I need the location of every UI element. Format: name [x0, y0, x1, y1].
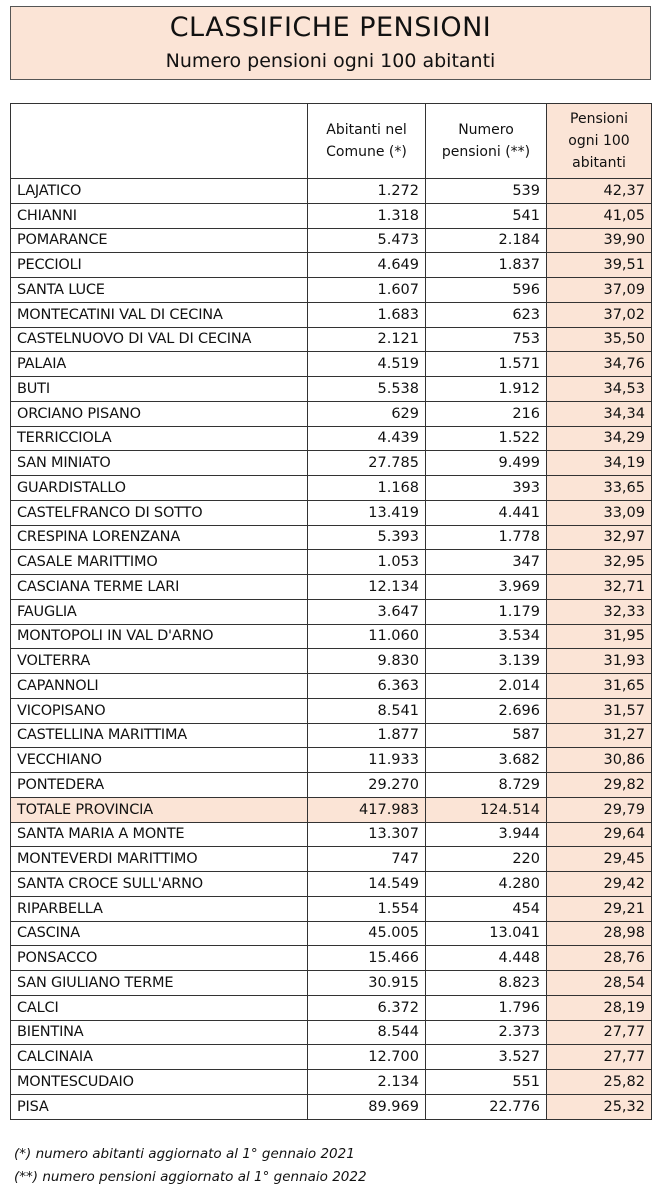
inhabitants-cell: 6.363 — [308, 674, 426, 699]
municipality-cell: CAPANNOLI — [11, 674, 308, 699]
table-row — [11, 1020, 652, 1045]
pensions-cell: 1.522 — [426, 426, 547, 451]
municipality-cell: SANTA LUCE — [11, 278, 308, 303]
pensions-cell: 587 — [426, 723, 547, 748]
table-row — [11, 624, 652, 649]
pensions-per-100-cell: 35,50 — [547, 327, 652, 352]
table-row — [11, 179, 652, 204]
municipality-cell: SANTA MARIA A MONTE — [11, 822, 308, 847]
table-row — [11, 698, 652, 723]
table-row — [11, 822, 652, 847]
inhabitants-cell: 27.785 — [308, 451, 426, 476]
pensions-per-100-cell: 39,51 — [547, 253, 652, 278]
title-banner — [10, 6, 651, 80]
ranking-table — [10, 103, 652, 1120]
pensions-cell: 4.441 — [426, 500, 547, 525]
municipality-cell: CALCINAIA — [11, 1045, 308, 1070]
table-row — [11, 995, 652, 1020]
municipality-cell: ORCIANO PISANO — [11, 401, 308, 426]
inhabitants-cell: 8.541 — [308, 698, 426, 723]
pensions-cell: 2.373 — [426, 1020, 547, 1045]
table-row — [11, 253, 652, 278]
municipality-cell: FAUGLIA — [11, 599, 308, 624]
inhabitants-cell: 1.272 — [308, 179, 426, 204]
pensions-per-100-cell: 31,95 — [547, 624, 652, 649]
inhabitants-cell: 1.877 — [308, 723, 426, 748]
inhabitants-cell: 5.538 — [308, 377, 426, 402]
table-row — [11, 674, 652, 699]
inhabitants-cell: 4.519 — [308, 352, 426, 377]
pensions-cell: 3.527 — [426, 1045, 547, 1070]
inhabitants-cell: 13.419 — [308, 500, 426, 525]
municipality-cell: CASTELFRANCO DI SOTTO — [11, 500, 308, 525]
pensions-per-100-cell: 29,64 — [547, 822, 652, 847]
municipality-cell: CASCINA — [11, 921, 308, 946]
pensions-per-100-cell: 29,82 — [547, 773, 652, 798]
inhabitants-cell: 417.983 — [308, 797, 426, 822]
pensions-cell: 454 — [426, 896, 547, 921]
table-row — [11, 921, 652, 946]
pensions-cell: 124.514 — [426, 797, 547, 822]
pensions-per-100-cell: 31,27 — [547, 723, 652, 748]
inhabitants-cell: 2.121 — [308, 327, 426, 352]
pensions-cell: 13.041 — [426, 921, 547, 946]
page-title: CLASSIFICHE PENSIONI — [169, 12, 492, 43]
pensions-per-100-cell: 29,45 — [547, 847, 652, 872]
inhabitants-cell: 12.134 — [308, 575, 426, 600]
table-row — [11, 971, 652, 996]
column-header-municipality — [11, 104, 308, 179]
pensions-per-100-cell: 31,93 — [547, 649, 652, 674]
table-row — [11, 599, 652, 624]
pensions-per-100-cell: 29,42 — [547, 872, 652, 897]
table-row — [11, 426, 652, 451]
table-header — [11, 104, 652, 179]
pensions-per-100-cell: 34,34 — [547, 401, 652, 426]
table-row — [11, 203, 652, 228]
inhabitants-cell: 4.439 — [308, 426, 426, 451]
table-row — [11, 451, 652, 476]
inhabitants-cell: 29.270 — [308, 773, 426, 798]
pensions-per-100-cell: 32,33 — [547, 599, 652, 624]
inhabitants-cell: 11.933 — [308, 748, 426, 773]
municipality-cell: CALCI — [11, 995, 308, 1020]
table-row — [11, 649, 652, 674]
pensions-per-100-cell: 28,98 — [547, 921, 652, 946]
municipality-cell: TOTALE PROVINCIA — [11, 797, 308, 822]
table-row — [11, 946, 652, 971]
pensions-per-100-cell: 27,77 — [547, 1045, 652, 1070]
municipality-cell: PECCIOLI — [11, 253, 308, 278]
pensions-per-100-cell: 25,82 — [547, 1070, 652, 1095]
pensions-cell: 1.179 — [426, 599, 547, 624]
pensions-per-100-cell: 27,77 — [547, 1020, 652, 1045]
pensions-per-100-cell: 31,57 — [547, 698, 652, 723]
pensions-cell: 22.776 — [426, 1094, 547, 1119]
municipality-cell: RIPARBELLA — [11, 896, 308, 921]
pensions-per-100-cell: 34,76 — [547, 352, 652, 377]
municipality-cell: BIENTINA — [11, 1020, 308, 1045]
municipality-cell: VECCHIANO — [11, 748, 308, 773]
inhabitants-cell: 4.649 — [308, 253, 426, 278]
pensions-per-100-cell: 33,09 — [547, 500, 652, 525]
footnote-inhabitants: (*) numero abitanti aggiornato al 1° gennaio 2021 — [14, 1146, 355, 1162]
pensions-cell: 596 — [426, 278, 547, 303]
inhabitants-cell: 629 — [308, 401, 426, 426]
municipality-cell: TERRICCIOLA — [11, 426, 308, 451]
pensions-cell: 4.280 — [426, 872, 547, 897]
table-row — [11, 228, 652, 253]
header-row — [11, 104, 652, 179]
pensions-cell: 3.139 — [426, 649, 547, 674]
table-row — [11, 401, 652, 426]
pensions-cell: 1.571 — [426, 352, 547, 377]
pensions-cell: 623 — [426, 302, 547, 327]
pensions-per-100-cell: 37,02 — [547, 302, 652, 327]
inhabitants-cell: 9.830 — [308, 649, 426, 674]
inhabitants-cell: 1.554 — [308, 896, 426, 921]
column-header-pensions: Numero pensioni (**) — [426, 104, 547, 179]
pensions-cell: 8.729 — [426, 773, 547, 798]
inhabitants-cell: 747 — [308, 847, 426, 872]
inhabitants-cell: 12.700 — [308, 1045, 426, 1070]
table-row — [11, 896, 652, 921]
pensions-cell: 9.499 — [426, 451, 547, 476]
pensions-cell: 8.823 — [426, 971, 547, 996]
pensions-cell: 753 — [426, 327, 547, 352]
table-row — [11, 377, 652, 402]
municipality-cell: GUARDISTALLO — [11, 476, 308, 501]
pensions-cell: 551 — [426, 1070, 547, 1095]
pensions-per-100-cell: 25,32 — [547, 1094, 652, 1119]
municipality-cell: PALAIA — [11, 352, 308, 377]
pensions-per-100-cell: 34,19 — [547, 451, 652, 476]
pensions-cell: 539 — [426, 179, 547, 204]
pensions-per-100-cell: 28,54 — [547, 971, 652, 996]
pensions-per-100-cell: 34,29 — [547, 426, 652, 451]
table-row — [11, 872, 652, 897]
inhabitants-cell: 5.473 — [308, 228, 426, 253]
pensions-cell: 2.014 — [426, 674, 547, 699]
pensions-per-100-cell: 29,21 — [547, 896, 652, 921]
inhabitants-cell: 15.466 — [308, 946, 426, 971]
pensions-per-100-cell: 32,95 — [547, 550, 652, 575]
pensions-per-100-cell: 34,53 — [547, 377, 652, 402]
municipality-cell: LAJATICO — [11, 179, 308, 204]
column-header-pensions-per-100: Pensioni ogni 100 abitanti — [547, 104, 652, 179]
table-row — [11, 550, 652, 575]
page-subtitle: Numero pensioni ogni 100 abitanti — [165, 50, 496, 72]
table-row — [11, 500, 652, 525]
pensions-per-100-cell: 37,09 — [547, 278, 652, 303]
pensions-cell: 2.696 — [426, 698, 547, 723]
footnote-pensions: (**) numero pensioni aggiornato al 1° gennaio 2022 — [14, 1169, 367, 1185]
inhabitants-cell: 45.005 — [308, 921, 426, 946]
pensions-per-100-cell: 30,86 — [547, 748, 652, 773]
inhabitants-cell: 30.915 — [308, 971, 426, 996]
pensions-cell: 3.534 — [426, 624, 547, 649]
pensions-cell: 1.912 — [426, 377, 547, 402]
pensions-per-100-cell: 29,79 — [547, 797, 652, 822]
municipality-cell: MONTECATINI VAL DI CECINA — [11, 302, 308, 327]
municipality-cell: MONTESCUDAIO — [11, 1070, 308, 1095]
municipality-cell: SAN MINIATO — [11, 451, 308, 476]
pensions-cell: 541 — [426, 203, 547, 228]
municipality-cell: PONSACCO — [11, 946, 308, 971]
pensions-cell: 1.796 — [426, 995, 547, 1020]
table-row — [11, 302, 652, 327]
pensions-per-100-cell: 32,97 — [547, 525, 652, 550]
inhabitants-cell: 8.544 — [308, 1020, 426, 1045]
table-row — [11, 327, 652, 352]
municipality-cell: PONTEDERA — [11, 773, 308, 798]
table-row — [11, 352, 652, 377]
inhabitants-cell: 3.647 — [308, 599, 426, 624]
municipality-cell: SANTA CROCE SULL'ARNO — [11, 872, 308, 897]
pensions-cell: 4.448 — [426, 946, 547, 971]
municipality-cell: PISA — [11, 1094, 308, 1119]
municipality-cell: SAN GIULIANO TERME — [11, 971, 308, 996]
inhabitants-cell: 1.318 — [308, 203, 426, 228]
table-row — [11, 1094, 652, 1119]
inhabitants-cell: 13.307 — [308, 822, 426, 847]
inhabitants-cell: 1.053 — [308, 550, 426, 575]
municipality-cell: VICOPISANO — [11, 698, 308, 723]
pensions-cell: 347 — [426, 550, 547, 575]
column-header-inhabitants: Abitanti nel Comune (*) — [308, 104, 426, 179]
inhabitants-cell: 2.134 — [308, 1070, 426, 1095]
table-row — [11, 773, 652, 798]
municipality-cell: CRESPINA LORENZANA — [11, 525, 308, 550]
pensions-per-100-cell: 42,37 — [547, 179, 652, 204]
pensions-cell: 3.969 — [426, 575, 547, 600]
municipality-cell: CASCIANA TERME LARI — [11, 575, 308, 600]
footnotes — [14, 1143, 367, 1189]
table-row — [11, 1045, 652, 1070]
municipality-cell: VOLTERRA — [11, 649, 308, 674]
inhabitants-cell: 11.060 — [308, 624, 426, 649]
table-row — [11, 748, 652, 773]
pensions-per-100-cell: 32,71 — [547, 575, 652, 600]
table-row — [11, 723, 652, 748]
table-row — [11, 847, 652, 872]
municipality-cell: MONTOPOLI IN VAL D'ARNO — [11, 624, 308, 649]
pensions-cell: 216 — [426, 401, 547, 426]
inhabitants-cell: 1.607 — [308, 278, 426, 303]
pensions-per-100-cell: 28,19 — [547, 995, 652, 1020]
pensions-cell: 1.778 — [426, 525, 547, 550]
table-row — [11, 476, 652, 501]
pensions-per-100-cell: 41,05 — [547, 203, 652, 228]
pensions-cell: 3.682 — [426, 748, 547, 773]
table-row — [11, 278, 652, 303]
inhabitants-cell: 6.372 — [308, 995, 426, 1020]
inhabitants-cell: 89.969 — [308, 1094, 426, 1119]
table-row — [11, 525, 652, 550]
pensions-cell: 393 — [426, 476, 547, 501]
table-row — [11, 575, 652, 600]
pensions-per-100-cell: 39,90 — [547, 228, 652, 253]
inhabitants-cell: 5.393 — [308, 525, 426, 550]
municipality-cell: POMARANCE — [11, 228, 308, 253]
municipality-cell: CASALE MARITTIMO — [11, 550, 308, 575]
pensions-cell: 1.837 — [426, 253, 547, 278]
municipality-cell: CASTELLINA MARITTIMA — [11, 723, 308, 748]
table-row — [11, 797, 652, 822]
municipality-cell: CASTELNUOVO DI VAL DI CECINA — [11, 327, 308, 352]
table-row — [11, 1070, 652, 1095]
pensions-cell: 2.184 — [426, 228, 547, 253]
pensions-per-100-cell: 33,65 — [547, 476, 652, 501]
municipality-cell: CHIANNI — [11, 203, 308, 228]
inhabitants-cell: 1.683 — [308, 302, 426, 327]
inhabitants-cell: 14.549 — [308, 872, 426, 897]
pensions-per-100-cell: 31,65 — [547, 674, 652, 699]
municipality-cell: MONTEVERDI MARITTIMO — [11, 847, 308, 872]
pensions-cell: 220 — [426, 847, 547, 872]
pensions-per-100-cell: 28,76 — [547, 946, 652, 971]
inhabitants-cell: 1.168 — [308, 476, 426, 501]
table-body — [11, 179, 652, 1120]
municipality-cell: BUTI — [11, 377, 308, 402]
pensions-cell: 3.944 — [426, 822, 547, 847]
